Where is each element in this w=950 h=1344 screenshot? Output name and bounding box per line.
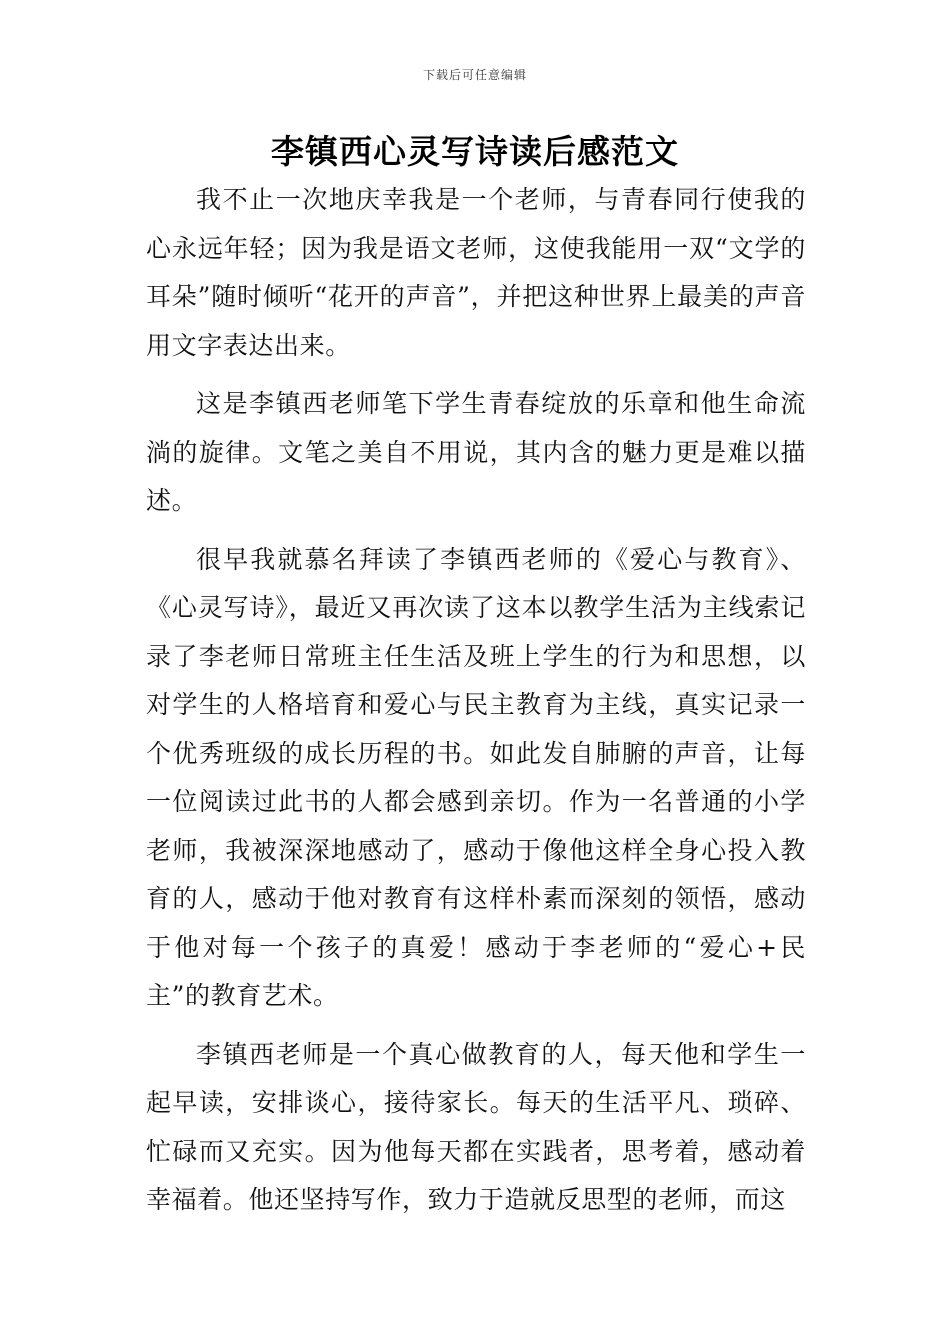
- paragraph-2: 这是李镇西老师笔下学生青春绽放的乐章和他生命流淌的旋律。文笔之美自不用说，其内含的魅力更是难以描述。: [146, 389, 806, 515]
- paragraph-3: 很早我就慕名拜读了李镇西老师的《爱心与教育》、《心灵写诗》，最近又再次读了这本以教学生活为主线索记录了李老师日常班主任生活及班上学生的行为和思想，以对学生的人格培育和爱心与民主教育为主线，真实记录一个优秀班级的成长历程的书。如此发自肺腑的声音，让每一位阅读过此书的人都会感到亲切。作为一名普通的小学老师，我被深深地感动了，感动于像他这样全身心投入教育的人，感动于他对教育有这样朴素而深刻的领悟，感动于他对每一个孩子的真爱！感动于李老师的“爱心+民主”的教育艺术。: [146, 544, 806, 1010]
- header-note: 下载后可任意编辑: [422, 68, 527, 82]
- paragraph-4: 李镇西老师是一个真心做教育的人，每天他和学生一起早读，安排谈心，接待家长。每天的生活平凡、琐碎、忙碌而又充实。因为他每天都在实践者，思考着，感动着幸福着。他还坚持写作，致力于造就反思型的老师，而这: [146, 1039, 806, 1214]
- document-title: 李镇西心灵写诗读后感范文: [271, 132, 679, 171]
- paragraph-1: 我不止一次地庆幸我是一个老师，与青春同行使我的心永远年轻；因为我是语文老师，这使我能用一双“文学的耳朵”随时倾听“花开的声音”，并把这种世界上最美的声音用文字表达出来。: [146, 185, 806, 360]
- document-body: [146, 176, 806, 1235]
